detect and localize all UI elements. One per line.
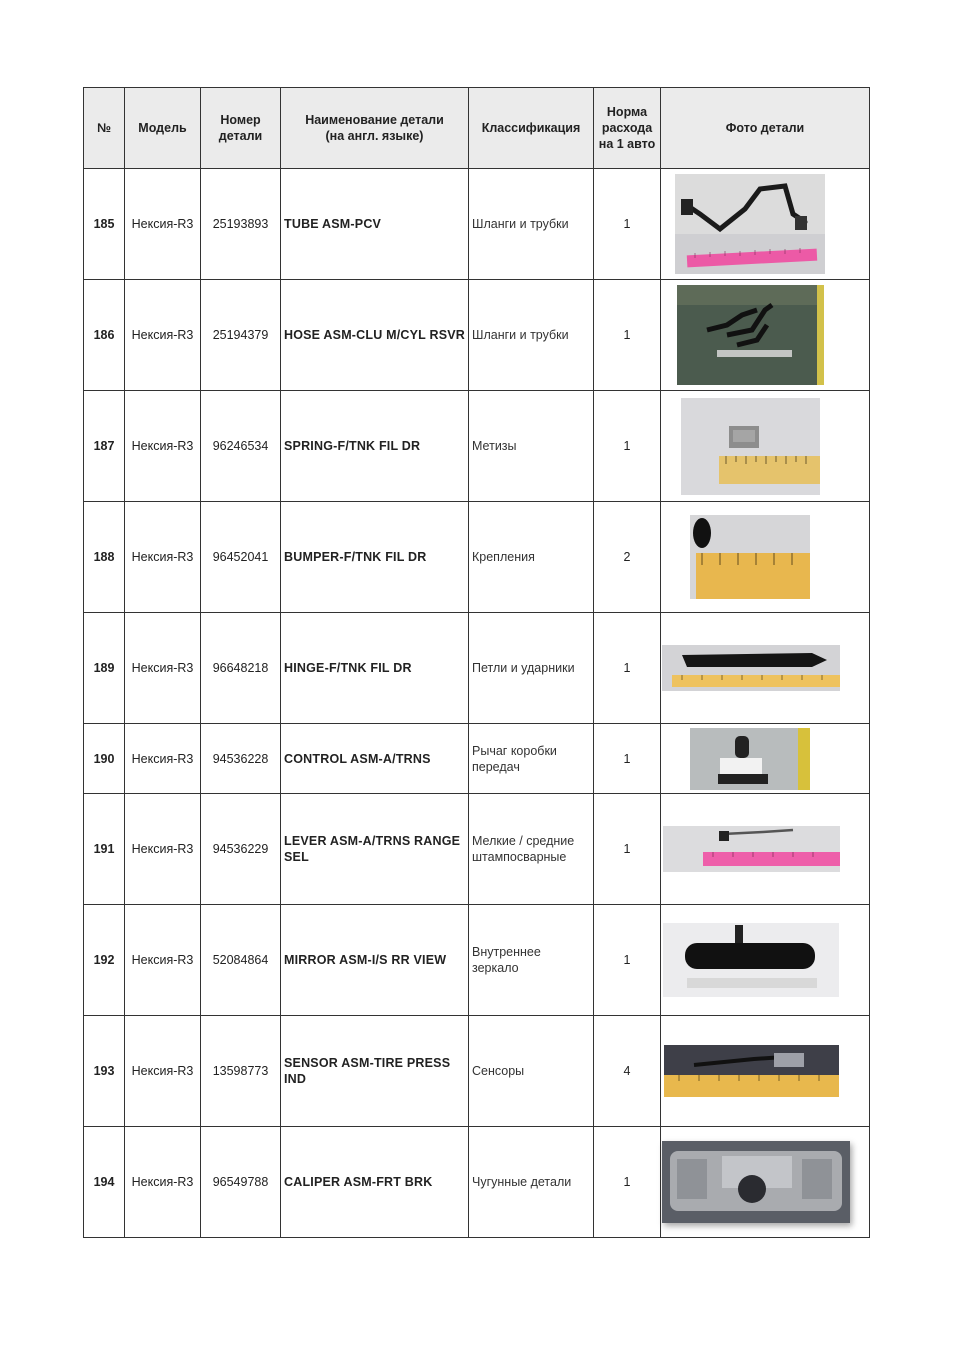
row-part-number: 94536229	[201, 794, 281, 905]
row-norm: 1	[594, 280, 661, 391]
row-model: Нексия-R3	[125, 280, 201, 391]
row-part-name: MIRROR ASM-I/S RR VIEW	[281, 905, 469, 1016]
row-classification: Мелкие / средние штампосварные	[469, 794, 594, 905]
header-norm: Норма расхода на 1 авто	[594, 88, 661, 169]
tire-sensor-photo	[664, 1045, 839, 1097]
row-part-name: BUMPER-F/TNK FIL DR	[281, 502, 469, 613]
row-part-name: SPRING-F/TNK FIL DR	[281, 391, 469, 502]
row-part-number: 25194379	[201, 280, 281, 391]
row-norm: 2	[594, 502, 661, 613]
row-part-name: CALIPER ASM-FRT BRK	[281, 1127, 469, 1238]
row-photo	[661, 280, 870, 391]
lever-photo	[663, 826, 840, 872]
row-part-number: 94536228	[201, 724, 281, 794]
table-header-row	[84, 88, 870, 169]
caliper-photo	[662, 1141, 850, 1223]
row-part-name: HOSE ASM-CLU M/CYL RSVR	[281, 280, 469, 391]
row-norm: 1	[594, 724, 661, 794]
row-num: 189	[84, 613, 125, 724]
row-norm: 1	[594, 905, 661, 1016]
row-part-name: LEVER ASM-A/TRNS RANGE SEL	[281, 794, 469, 905]
header-classification: Классификация	[469, 88, 594, 169]
row-norm: 1	[594, 613, 661, 724]
row-part-name: SENSOR ASM-TIRE PRESS IND	[281, 1016, 469, 1127]
row-photo	[661, 502, 870, 613]
row-norm: 1	[594, 391, 661, 502]
row-num: 194	[84, 1127, 125, 1238]
row-norm: 1	[594, 1127, 661, 1238]
row-model: Нексия-R3	[125, 724, 201, 794]
row-part-name: CONTROL ASM-A/TRNS	[281, 724, 469, 794]
table-row	[84, 1127, 870, 1238]
row-photo	[661, 1127, 870, 1238]
row-classification: Крепления	[469, 502, 594, 613]
row-num: 192	[84, 905, 125, 1016]
row-norm: 1	[594, 169, 661, 280]
row-classification: Шланги и трубки	[469, 280, 594, 391]
row-photo	[661, 391, 870, 502]
row-part-number: 96549788	[201, 1127, 281, 1238]
row-num: 186	[84, 280, 125, 391]
table-row	[84, 1016, 870, 1127]
table-row	[84, 169, 870, 280]
row-classification: Сенсоры	[469, 1016, 594, 1127]
table-row	[84, 905, 870, 1016]
header-num: №	[84, 88, 125, 169]
row-classification: Рычаг коробки передач	[469, 724, 594, 794]
row-classification: Чугунные детали	[469, 1127, 594, 1238]
row-model: Нексия-R3	[125, 502, 201, 613]
table-row	[84, 724, 870, 794]
mirror-photo	[663, 923, 839, 997]
row-photo	[661, 169, 870, 280]
row-part-number: 13598773	[201, 1016, 281, 1127]
header-photo: Фото детали	[661, 88, 870, 169]
header-part-name: Наименование детали (на англ. языке)	[281, 88, 469, 169]
row-num: 190	[84, 724, 125, 794]
bumper-photo	[690, 515, 810, 599]
row-part-number: 96246534	[201, 391, 281, 502]
clutch-hose-photo	[677, 285, 824, 385]
row-norm: 1	[594, 794, 661, 905]
table-row	[84, 280, 870, 391]
table-row	[84, 391, 870, 502]
row-part-name: TUBE ASM-PCV	[281, 169, 469, 280]
row-classification: Шланги и трубки	[469, 169, 594, 280]
row-model: Нексия-R3	[125, 1127, 201, 1238]
hinge-photo	[662, 645, 840, 691]
row-photo	[661, 613, 870, 724]
row-num: 193	[84, 1016, 125, 1127]
row-num: 185	[84, 169, 125, 280]
row-model: Нексия-R3	[125, 391, 201, 502]
table-row	[84, 794, 870, 905]
row-classification: Внутреннее зеркало	[469, 905, 594, 1016]
row-part-number: 96648218	[201, 613, 281, 724]
table-row	[84, 613, 870, 724]
row-photo	[661, 724, 870, 794]
row-num: 187	[84, 391, 125, 502]
spring-photo	[681, 398, 820, 495]
gear-control-photo	[690, 728, 810, 790]
row-model: Нексия-R3	[125, 613, 201, 724]
row-photo	[661, 1016, 870, 1127]
row-norm: 4	[594, 1016, 661, 1127]
row-num: 191	[84, 794, 125, 905]
row-model: Нексия-R3	[125, 905, 201, 1016]
row-num: 188	[84, 502, 125, 613]
row-model: Нексия-R3	[125, 794, 201, 905]
row-photo	[661, 905, 870, 1016]
row-part-number: 96452041	[201, 502, 281, 613]
row-part-number: 25193893	[201, 169, 281, 280]
row-part-number: 52084864	[201, 905, 281, 1016]
row-part-name: HINGE-F/TNK FIL DR	[281, 613, 469, 724]
parts-table	[83, 87, 870, 1238]
pcv-tube-photo	[675, 174, 825, 274]
row-model: Нексия-R3	[125, 169, 201, 280]
row-classification: Метизы	[469, 391, 594, 502]
row-model: Нексия-R3	[125, 1016, 201, 1127]
row-photo	[661, 794, 870, 905]
header-part-number: Номер детали	[201, 88, 281, 169]
row-classification: Петли и ударники	[469, 613, 594, 724]
header-model: Модель	[125, 88, 201, 169]
table-row	[84, 502, 870, 613]
